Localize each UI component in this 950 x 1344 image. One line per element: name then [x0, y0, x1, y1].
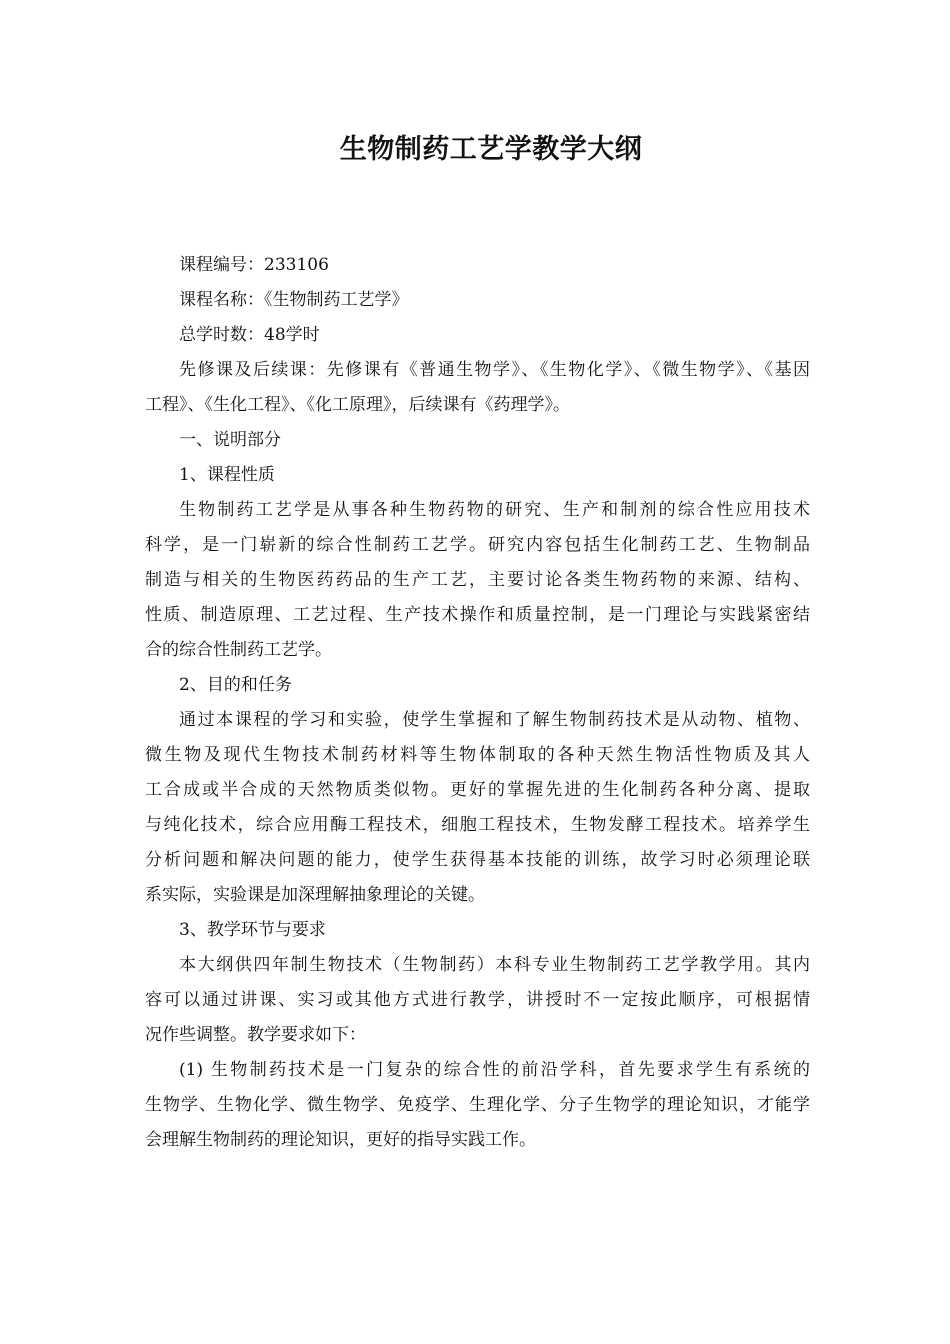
subsection-heading: 2、目的和任务	[179, 675, 292, 695]
paragraph-line: 生物制药工艺学是从事各种生物药物的研究、生产和制剂的综合性应用技术	[179, 500, 810, 520]
course-code-line: 课程编号：233106	[179, 255, 329, 275]
paragraph-line: 容可以通过讲课、实习或其他方式进行教学，讲授时不一定按此顺序，可根据情	[145, 990, 810, 1010]
list-item-line: (1) 生物制药技术是一门复杂的综合性的前沿学科，首先要求学生有系统的	[179, 1060, 810, 1080]
total-hours-line: 总学时数：48学时	[179, 325, 320, 345]
paragraph-line: 系实际，实验课是加深理解抽象理论的关键。	[145, 885, 485, 905]
paragraph-line: 通过本课程的学习和实验，使学生掌握和了解生物制药技术是从动物、植物、	[179, 710, 810, 730]
paragraph-line: 与纯化技术，综合应用酶工程技术，细胞工程技术，生物发酵工程技术。培养学生	[145, 815, 810, 835]
subsection-heading: 3、教学环节与要求	[179, 920, 326, 940]
section-heading: 一、说明部分	[179, 430, 281, 450]
paragraph-line: 微生物及现代生物技术制药材料等生物体制取的各种天然生物活性物质及其人	[145, 745, 810, 765]
paragraph-line: 本大纲供四年制生物技术（生物制药）本科专业生物制药工艺学教学用。其内	[179, 955, 810, 975]
paragraph-line: 制造与相关的生物医药药品的生产工艺，主要讨论各类生物药物的来源、结构、	[145, 570, 810, 590]
prerequisite-line: 先修课及后续课：先修课有《普通生物学》、《生物化学》、《微生物学》、《基因	[179, 360, 810, 380]
paragraph-line: 分析问题和解决问题的能力，使学生获得基本技能的训练，故学习时必须理论联	[145, 850, 810, 870]
paragraph-line: 工合成或半合成的天然物质类似物。更好的掌握先进的生化制药各种分离、提取	[145, 780, 810, 800]
list-item-line: 生物学、生物化学、微生物学、免疫学、生理化学、分子生物学的理论知识，才能学	[145, 1095, 810, 1115]
list-item-line: 会理解生物制药的理论知识，更好的指导实践工作。	[145, 1130, 536, 1150]
paragraph-line: 况作些调整。教学要求如下：	[145, 1025, 366, 1045]
subsection-heading: 1、课程性质	[179, 465, 275, 485]
document-title: 生物制药工艺学教学大纲	[339, 134, 643, 165]
prerequisite-line: 工程》、《生化工程》、《化工原理》，后续课有《药理学》。	[145, 395, 570, 415]
course-name-line: 课程名称：《生物制药工艺学》	[179, 290, 409, 310]
document-body	[145, 248, 810, 1158]
paragraph-line: 性质、制造原理、工艺过程、生产技术操作和质量控制，是一门理论与实践紧密结	[145, 605, 810, 625]
paragraph-line: 合的综合性制药工艺学。	[145, 640, 332, 660]
paragraph-line: 科学，是一门崭新的综合性制药工艺学。研究内容包括生化制药工艺、生物制品	[145, 535, 810, 555]
